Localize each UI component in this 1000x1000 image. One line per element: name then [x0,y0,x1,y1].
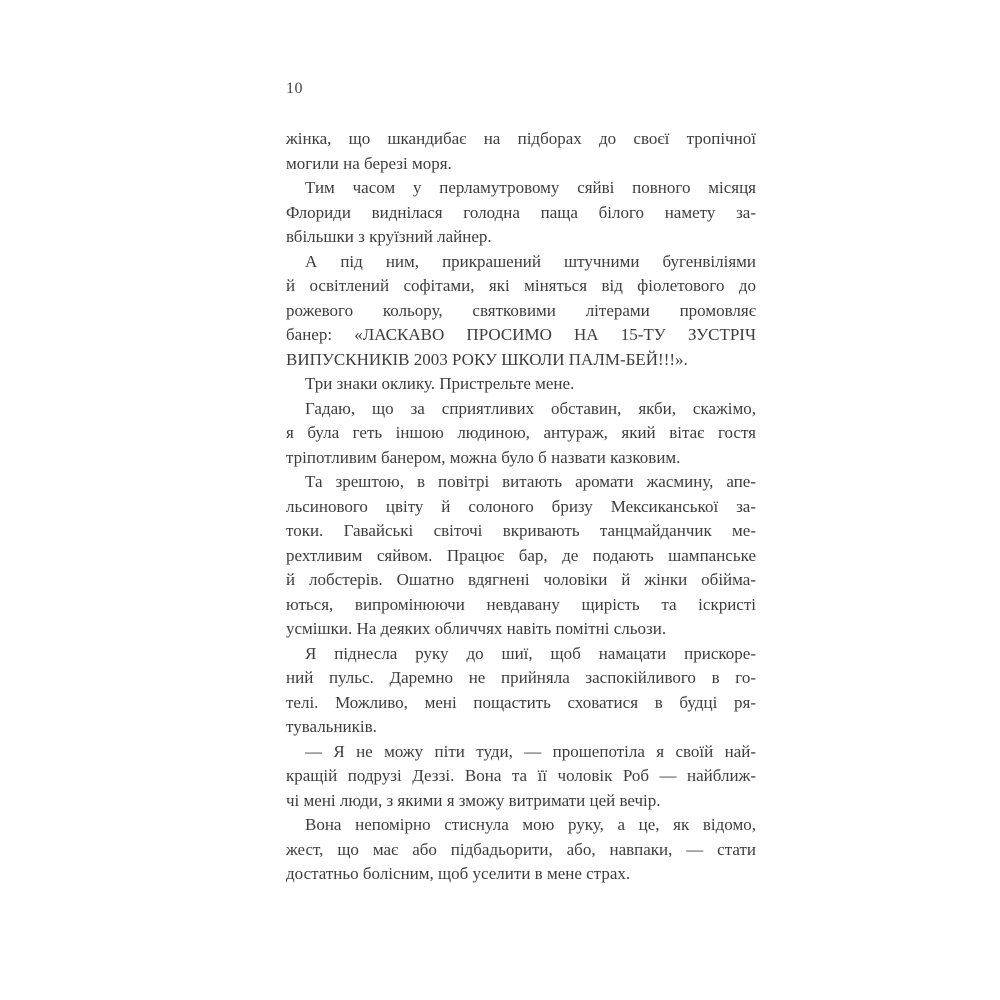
text-line: й освітлений софітами, які міняться від фіолетового до [286,276,756,295]
paragraph [286,372,756,397]
text-line: й лобстерів. Ошатно вдягнені чоловіки й жінки обійма- [286,570,756,589]
text-line: достатньо болісним, щоб уселити в мене страх. [286,864,631,883]
text-line: могили на березі моря. [286,153,452,173]
text-line: жінка, що шкандибає на підборах до своєї тропічної [286,129,756,148]
paragraph [286,176,756,250]
text-line: Тим часом у перламутровому сяйві повного місяця [305,178,756,197]
paragraph [286,397,756,471]
text-line: льсинового цвіту й солоного бризу Мексиканської за- [286,496,756,516]
text-line: банер: «ЛАСКАВО ПРОСИМО НА 15-ТУ ЗУСТРІЧ [286,325,756,344]
text-line: вбільшки з круїзний лайнер. [286,227,492,246]
text-line: кращій подрузі Деззі. Вона та її чоловік Роб — найближ- [286,766,756,785]
text-line: рожевого кольору, святковими літерами промовляє [286,300,756,320]
text-line: тувальників. [286,717,377,736]
text-line: ються, випромінюючи невдавану щирість та іскристі [286,594,756,614]
text-line: тріпотливим банером, можна було б назвати казковим. [286,447,681,467]
text-line: рехтливим сяйвом. Працює бар, де подають шампанське [286,545,756,565]
text-line: жест, що має або підбадьорити, або, навпаки, — стати [286,839,756,859]
paragraph [286,813,756,887]
text-line: — Я не можу піти туди, — прошепотіла я своїй най- [305,741,756,761]
text-line: Гадаю, що за сприятливих обставин, якби, скажімо, [305,398,756,418]
text-line: ний пульс. Даремно не прийняла заспокійливого в го- [286,668,756,687]
text-line: телі. Можливо, мені пощастить сховатися в будці ря- [286,692,756,712]
text-line: Три знаки оклику. Пристрельте мене. [305,374,575,393]
text-line: чі мені люди, з якими я зможу витримати цей вечір. [286,790,661,810]
page-number: 10 [286,80,303,97]
paragraph [286,250,756,373]
text-line: токи. Гавайські світочі вкривають танцмайданчик ме- [286,521,756,540]
text-body [286,127,756,887]
text-line: Я піднесла руку до шиї, щоб намацати прискоре- [305,643,756,663]
paragraph [286,127,756,176]
paragraph [286,642,756,740]
text-line: ВИПУСКНИКІВ 2003 РОКУ ШКОЛИ ПАЛМ-БЕЙ!!!». [286,349,688,369]
text-line: Флориди виднілася голодна паща білого намету за- [286,202,756,222]
text-line: усмішки. На деяких обличчях навіть помітні сльози. [286,619,667,638]
text-line: Та зрештою, в повітрі витають аромати жасмину, апе- [305,472,756,491]
text-line: А під ним, прикрашений штучними бугенвіліями [305,251,756,271]
text-line: я була геть іншою людиною, антураж, який вітає гостя [286,423,756,442]
paragraph [286,740,756,814]
paragraph [286,470,756,642]
text-line: Вона непомірно стиснула мою руку, а це, як відомо, [305,815,756,834]
